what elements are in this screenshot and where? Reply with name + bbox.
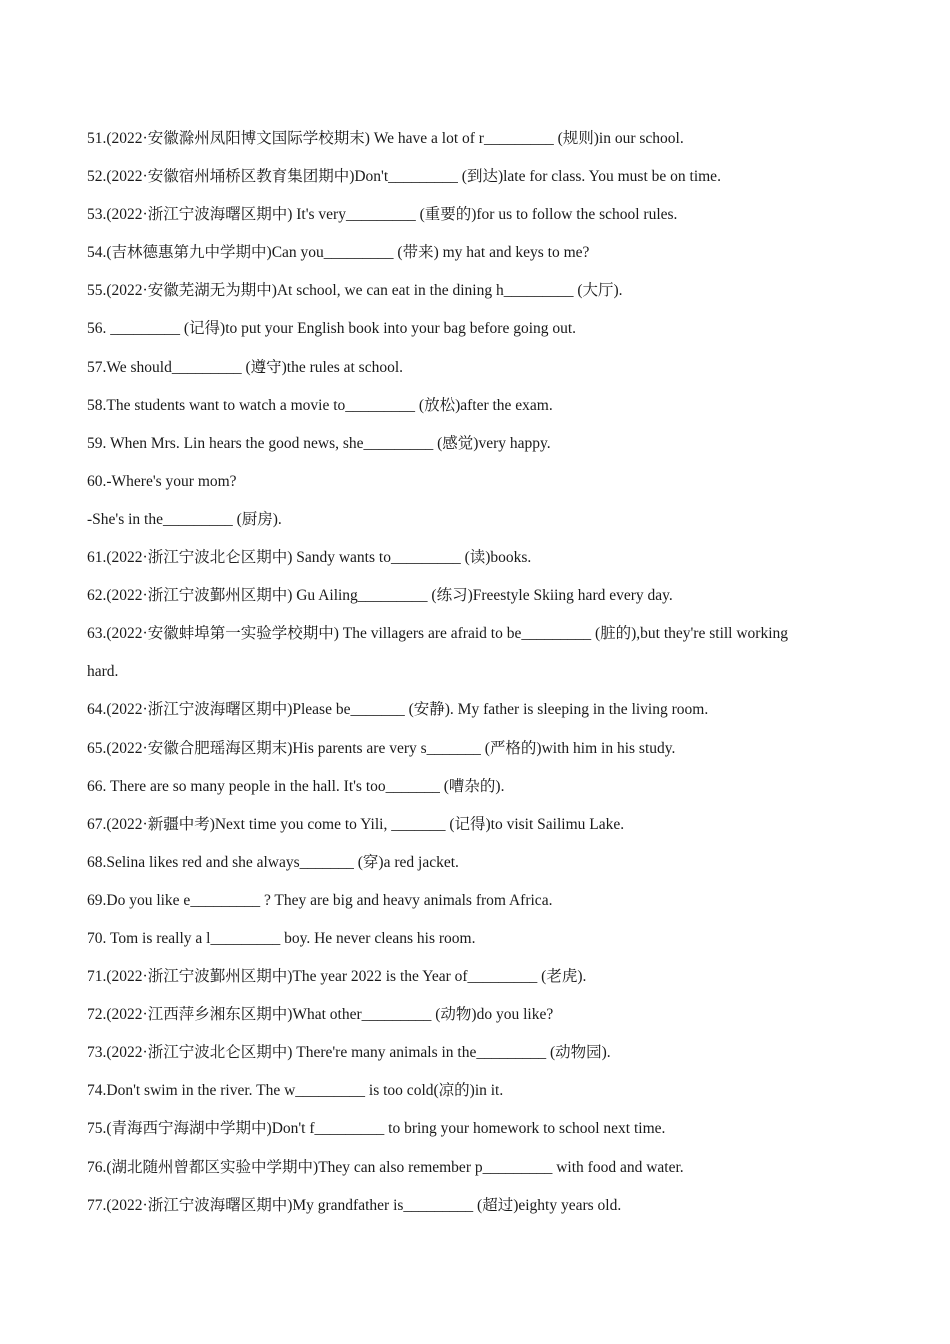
exercise-line-53: 53.(2022·浙江宁波海曙区期中) It's very_________ (重要的)for us to follow the school rules. <box>87 206 678 224</box>
exercise-line-59: 59. When Mrs. Lin hears the good news, she_________ (感觉)very happy. <box>87 434 551 452</box>
exercise-line-69: 69.Do you like e_________ ? They are big and heavy animals from Africa. <box>87 891 553 909</box>
exercise-line-64: 64.(2022·浙江宁波海曙区期中)Please be_______ (安静). My father is sleeping in the living room. <box>87 701 709 719</box>
exercise-line-74: 74.Don't swim in the river. The w_________ is too cold(凉的)in it. <box>87 1082 504 1100</box>
exercise-line-62: 62.(2022·浙江宁波鄞州区期中) Gu Ailing_________ (练习)Freestyle Skiing hard every day. <box>87 587 673 605</box>
exercise-line-76: 76.(湖北随州曾都区实验中学期中)They can also remember p_________ with food and water. <box>87 1158 684 1176</box>
exercise-line-68: 68.Selina likes red and she always_______ (穿)a red jacket. <box>87 853 459 871</box>
exercise-line-66: 66. There are so many people in the hall. It's too_______ (嘈杂的). <box>87 777 505 795</box>
exercise-line-63: 63.(2022·安徽蚌埠第一实验学校期中) The villagers are afraid to be_________ (脏的),but they're still working <box>87 625 789 643</box>
exercise-line-55: 55.(2022·安徽芜湖无为期中)At school, we can eat in the dining h_________ (大厅). <box>87 282 623 300</box>
exercise-line-75: 75.(青海西宁海湖中学期中)Don't f_________ to bring your homework to school next time. <box>87 1120 666 1138</box>
exercise-line-51: 51.(2022·安徽滁州凤阳博文国际学校期末) We have a lot of r_________ (规则)in our school. <box>87 130 684 147</box>
exercise-list <box>87 120 877 1225</box>
exercise-line-60: 60.-Where's your mom? <box>87 472 237 490</box>
exercise-line-58: 58.The students want to watch a movie to_________ (放松)after the exam. <box>87 396 553 414</box>
exercise-line-71: 71.(2022·浙江宁波鄞州区期中)The year 2022 is the Year of_________ (老虎). <box>87 968 587 986</box>
exercise-line-65: 65.(2022·安徽合肥瑶海区期末)His parents are very s_______ (严格的)with him in his study. <box>87 739 676 757</box>
exercise-line-52: 52.(2022·安徽宿州埇桥区教育集团期中)Don't_________ (到达)late for class. You must be on time. <box>87 168 721 186</box>
exercise-line-70: 70. Tom is really a l_________ boy. He never cleans his room. <box>87 929 476 947</box>
exercise-line-63-cont: hard. <box>87 663 119 681</box>
exercise-line-60-answer: -She's in the_________ (厨房). <box>87 510 282 528</box>
exercise-line-73: 73.(2022·浙江宁波北仑区期中) There're many animals in the_________ (动物园). <box>87 1044 611 1062</box>
exercise-line-61: 61.(2022·浙江宁波北仑区期中) Sandy wants to_________ (读)books. <box>87 549 532 567</box>
exercise-line-77: 77.(2022·浙江宁波海曙区期中)My grandfather is_________ (超过)eighty years old. <box>87 1196 622 1214</box>
exercise-line-72: 72.(2022·江西萍乡湘东区期中)What other_________ (动物)do you like? <box>87 1006 554 1024</box>
exercise-line-57: 57.We should_________ (遵守)the rules at school. <box>87 358 404 376</box>
exercise-line-67: 67.(2022·新疆中考)Next time you come to Yili, _______ (记得)to visit Sailimu Lake. <box>87 815 625 833</box>
exercise-line-54: 54.(吉林德惠第九中学期中)Can you_________ (带来) my hat and keys to me? <box>87 244 590 262</box>
exercise-line-56: 56. _________ (记得)to put your English book into your bag before going out. <box>87 320 577 338</box>
